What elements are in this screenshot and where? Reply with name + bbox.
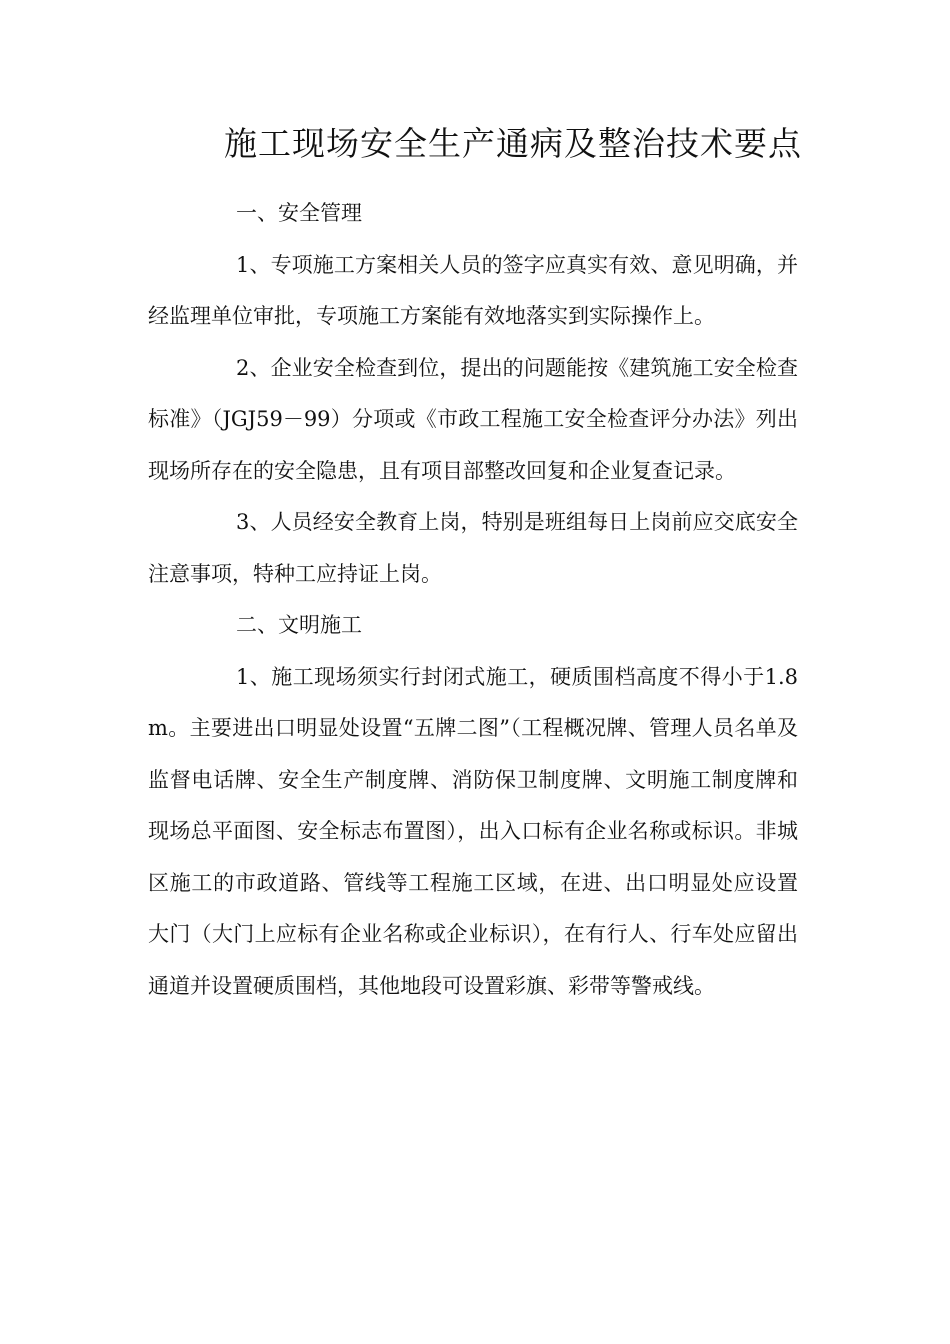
paragraph: 1、施工现场须实行封闭式施工，硬质围档高度不得小于1.8m。主要进出口明显处设置“五牌二图”（工程概况牌、管理人员名单及监督电话牌、安全生产制度牌、消防保卫制度牌、文明施工制度牌和现场总平面图、安全标志布置图），出入口标有企业名称或标识。非城区施工的市政道路、管线等工程施工区域，在进、出口明显处应设置大门（大门上应标有企业名称或企业标识），在有行人、行车处应留出通道并设置硬质围档，其他地段可设置彩旗、彩带等警戒线。 [148, 664, 798, 998]
section-heading-safety-management: 一、安全管理 [236, 201, 362, 225]
paragraph: 1、专项施工方案相关人员的签字应真实有效、意见明确，并经监理单位审批，专项施工方案能有效地落实到实际操作上。 [148, 252, 798, 328]
document-body [148, 188, 798, 1012]
paragraph: 3、人员经安全教育上岗，特别是班组每日上岗前应交底安全注意事项，特种工应持证上岗。 [148, 510, 798, 586]
document-title: 施工现场安全生产通病及整治技术要点 [224, 124, 802, 163]
section-heading-civilized-construction: 二、文明施工 [236, 613, 362, 637]
paragraph: 2、企业安全检查到位，提出的问题能按《建筑施工安全检查标准》（JGJ59－99）分项或《市政工程施工安全检查评分办法》列出现场所存在的安全隐患，且有项目部整改回复和企业复查记录。 [148, 355, 798, 483]
